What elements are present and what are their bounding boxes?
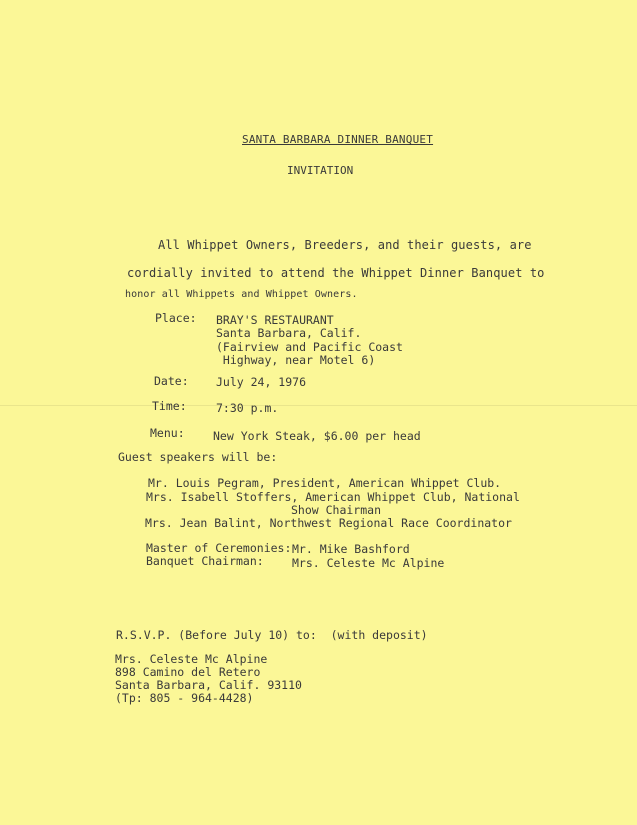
- date-value: July 24, 1976: [216, 375, 307, 389]
- date-label: Date:: [154, 374, 189, 388]
- intro-line-3: honor all Whippets and Whippet Owners.: [125, 289, 358, 300]
- place-label: Place:: [155, 311, 197, 325]
- moc-label: Master of Ceremonies:: [146, 541, 292, 555]
- chairman-label: Banquet Chairman:: [146, 554, 264, 568]
- chairman-value: Mrs. Celeste Mc Alpine: [292, 556, 445, 570]
- intro-line-2: cordially invited to attend the Whippet Dinner Banquet to: [127, 266, 545, 280]
- place-line-4: Highway, near Motel 6): [216, 353, 376, 367]
- menu-value: New York Steak, $6.00 per head: [213, 429, 421, 443]
- contact-line-4: (Tp: 805 - 964-4428): [115, 691, 254, 705]
- rsvp-line: R.S.V.P. (Before July 10) to: (with deposit): [116, 628, 428, 642]
- place-line-3: (Fairview and Pacific Coast: [216, 340, 403, 354]
- moc-value: Mr. Mike Bashford: [292, 542, 410, 556]
- contact-line-1: Mrs. Celeste Mc Alpine: [115, 652, 268, 666]
- contact-line-2: 898 Camino del Retero: [115, 665, 261, 679]
- place-line-1: BRAY'S RESTAURANT: [216, 313, 334, 327]
- speaker-2: Mrs. Isabell Stoffers, American Whippet Club, National: [146, 490, 520, 504]
- time-label: Time:: [152, 399, 187, 413]
- speaker-1: Mr. Louis Pegram, President, American Whippet Club.: [148, 476, 502, 490]
- time-value: 7:30 p.m.: [216, 401, 279, 415]
- contact-line-3: Santa Barbara, Calif. 93110: [115, 678, 302, 692]
- intro-line-1: All Whippet Owners, Breeders, and their guests, are: [158, 238, 532, 252]
- speakers-heading: Guest speakers will be:: [118, 450, 278, 464]
- menu-label: Menu:: [150, 426, 185, 440]
- speaker-3: Mrs. Jean Balint, Northwest Regional Race Coordinator: [145, 516, 512, 530]
- fold-line: [0, 405, 637, 406]
- document-title: SANTA BARBARA DINNER BANQUET: [242, 133, 434, 146]
- document-subtitle: INVITATION: [287, 164, 354, 177]
- place-line-2: Santa Barbara, Calif.: [216, 326, 362, 340]
- speaker-2-continued: Show Chairman: [291, 503, 382, 517]
